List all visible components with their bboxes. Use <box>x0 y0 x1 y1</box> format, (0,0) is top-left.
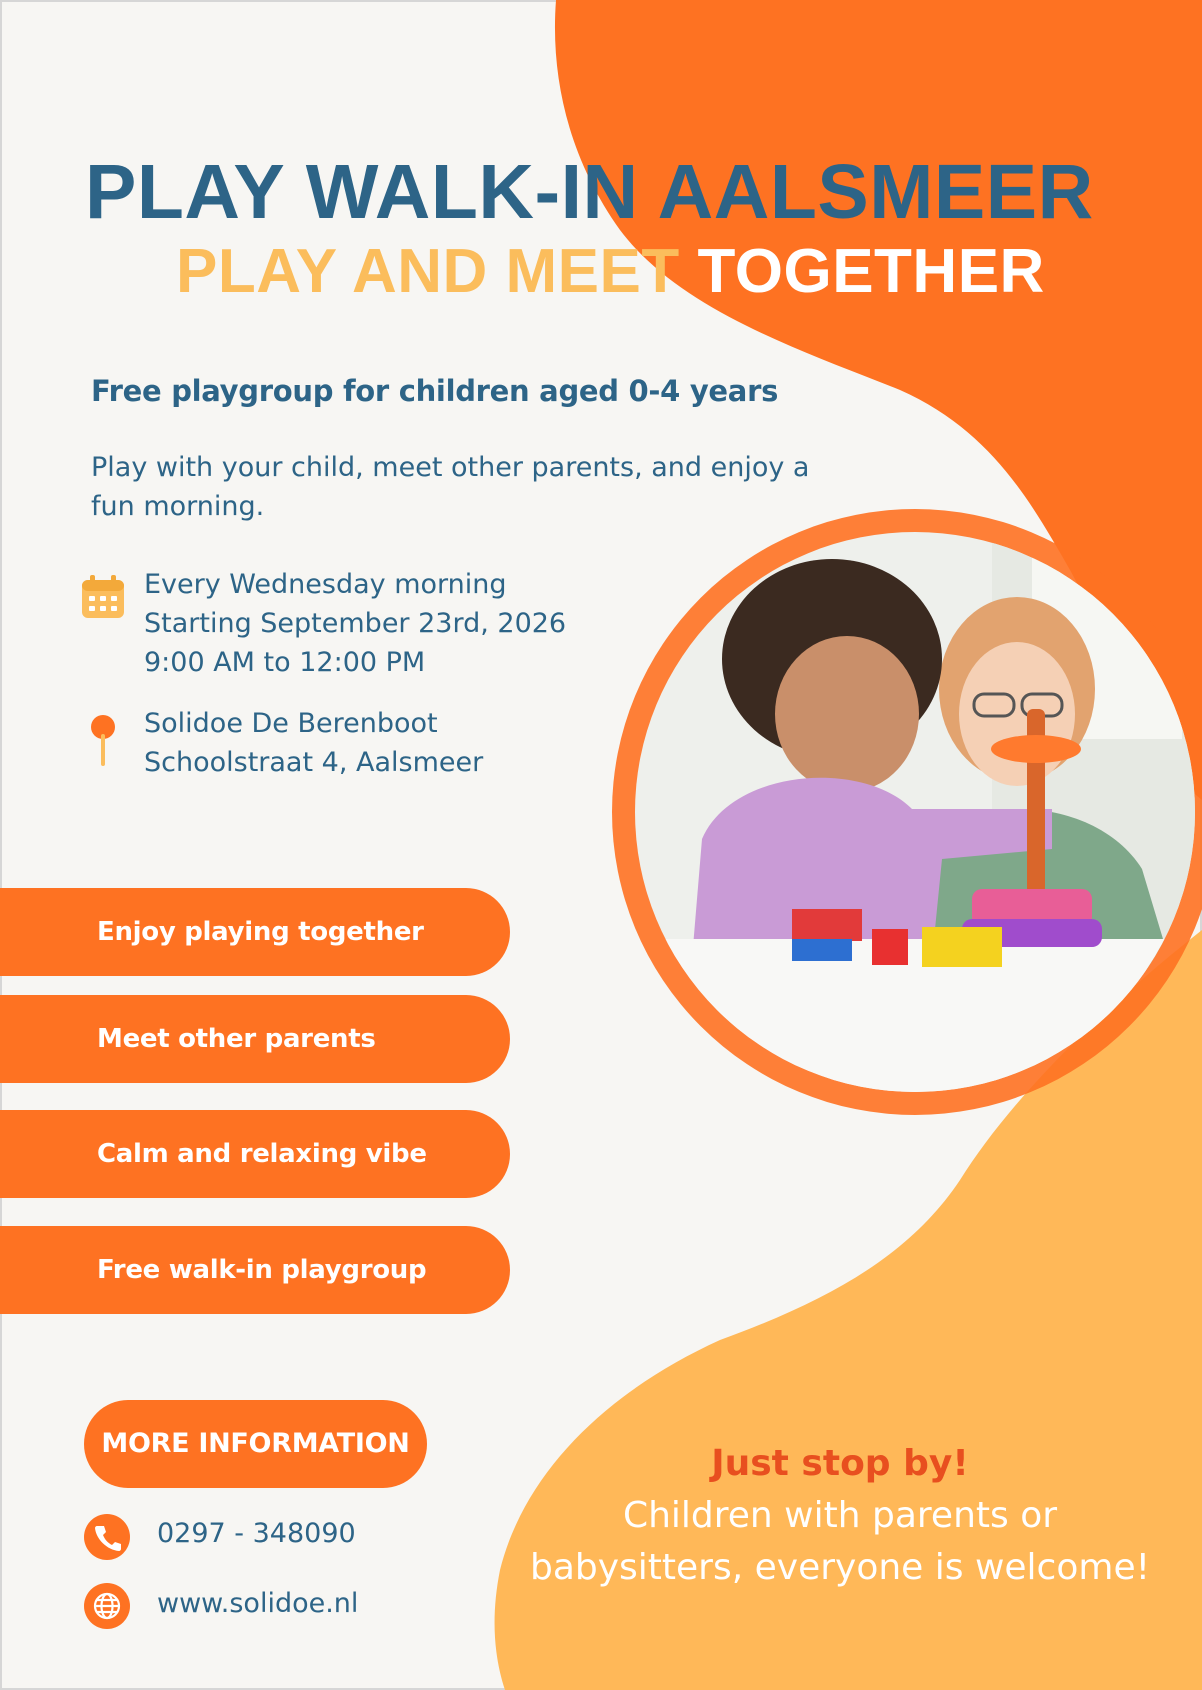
lead-text: Free playgroup for children aged 0-4 years <box>91 374 779 408</box>
feature-label: Meet other parents <box>97 1024 376 1054</box>
cta-line-1: Children with parents or <box>622 1495 1058 1536</box>
location-address: Schoolstraat 4, Aalsmeer <box>144 747 484 778</box>
cta-line-2: babysitters, everyone is welcome! <box>529 1547 1151 1588</box>
feature-pill-4 <box>0 1226 510 1314</box>
feature-pill-1 <box>0 888 510 976</box>
schedule-line-time: 9:00 AM to 12:00 PM <box>144 647 426 678</box>
feature-label: Enjoy playing together <box>97 917 424 947</box>
intro-text: Play with your child, meet other parents, and enjoy a fun morning. <box>91 452 810 522</box>
phone-number[interactable]: 0297 - 348090 <box>157 1518 356 1549</box>
more-information-button[interactable] <box>84 1400 427 1488</box>
schedule-line-day: Every Wednesday morning <box>144 569 507 600</box>
schedule-block <box>144 565 566 682</box>
calendar-icon <box>80 574 126 620</box>
subtitle-rest: TOGETHER <box>697 237 1045 306</box>
map-pin-icon <box>90 714 116 768</box>
cta-headline: Just stop by! <box>711 1443 969 1484</box>
feature-label: Calm and relaxing vibe <box>97 1139 427 1169</box>
phone-icon <box>84 1514 130 1560</box>
globe-icon <box>84 1583 130 1629</box>
location-name: Solidoe De Berenboot <box>144 708 438 739</box>
more-information-label: MORE INFORMATION <box>101 1428 410 1459</box>
location-block <box>144 704 483 782</box>
subtitle-highlight: PLAY AND MEET <box>176 237 680 306</box>
schedule-line-start: Starting September 23rd, 2026 <box>144 608 567 639</box>
page-subtitle <box>176 236 1045 307</box>
feature-pill-2 <box>0 995 510 1083</box>
feature-pill-3 <box>0 1110 510 1198</box>
page-title: PLAY WALK-IN AALSMEER <box>85 149 1094 235</box>
call-to-action <box>500 1438 1180 1594</box>
child-playing-photo <box>612 509 1202 1115</box>
website-link[interactable]: www.solidoe.nl <box>157 1588 359 1619</box>
feature-label: Free walk-in playgroup <box>97 1255 427 1285</box>
